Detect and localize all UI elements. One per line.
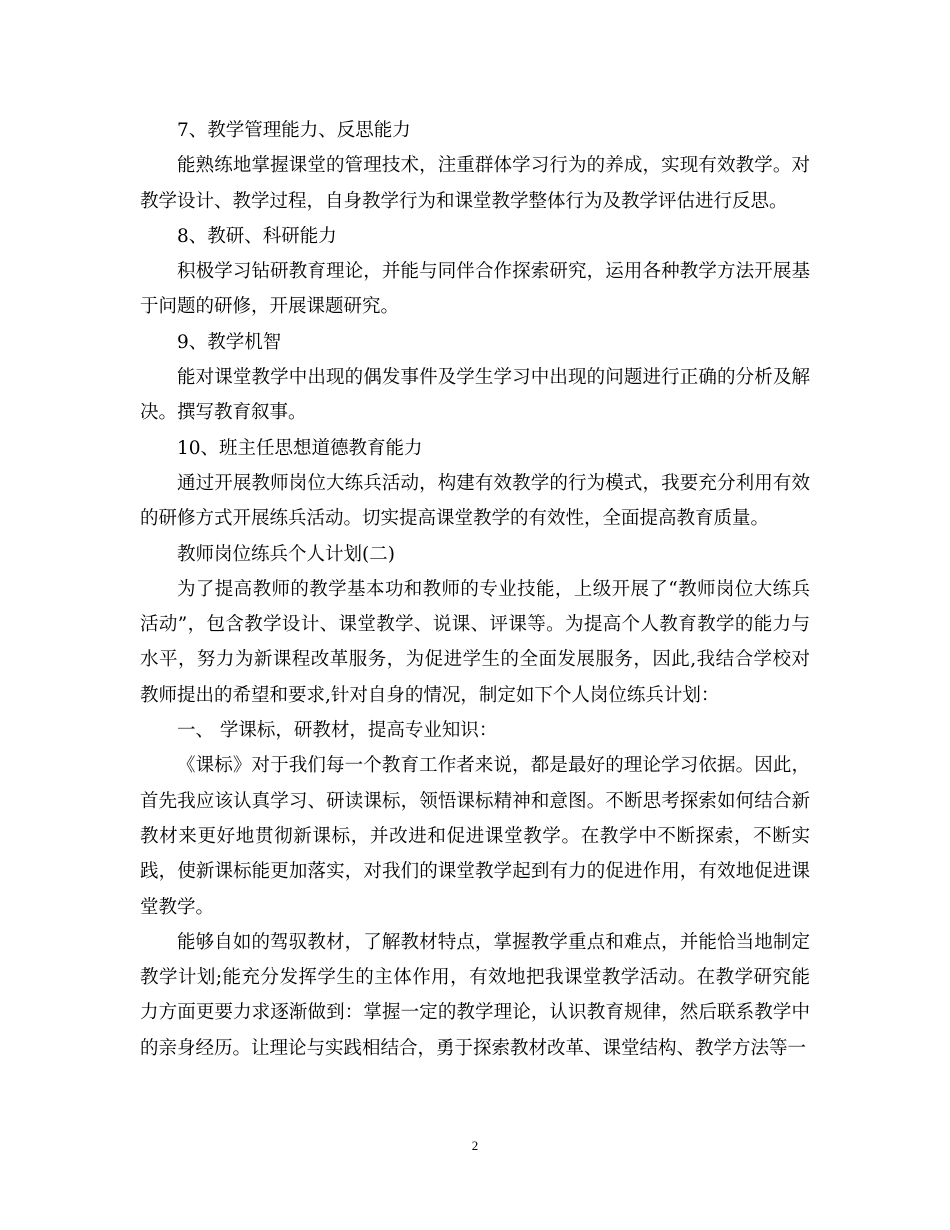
heading-research-ability: 8、教研、科研能力 xyxy=(177,225,337,247)
paragraph-research-ability: 积极学习钻研教育理论，并能与同伴合作探索研究，运用各种教学方法开展基于问题的研修，开展课题研究。 xyxy=(140,261,810,318)
heading-management-reflection: 7、教学管理能力、反思能力 xyxy=(177,120,411,141)
paragraph-textbook-mastery: 能够自如的驾驭教材，了解教材特点，掌握教学重点和难点，并能恰当地制定教学计划;能充分发挥学生的主体作用，有效地把我课堂教学活动。在教学研究能力方面更要力求逐渐做到：掌握一定的教学理论，认识教育规律，然后联系教学中的亲身经历。让理论与实践相结合，勇于探索教材改革、课堂结构、教学方法等一 xyxy=(140,931,810,1059)
heading-head-teacher-moral-education: 10、班主任思想道德教育能力 xyxy=(177,437,423,459)
page-number: 2 xyxy=(471,1138,479,1153)
heading-curriculum-standards: 一、 学课标，研教材，提高专业知识： xyxy=(177,720,498,742)
paragraph-management-reflection: 能熟练地掌握课堂的管理技术，注重群体学习行为的养成，实现有效教学。对教学设计、教学过程，自身教学行为和课堂教学整体行为及教学评估进行反思。 xyxy=(140,155,810,212)
paragraph-plan-intro: 为了提高教师的教学基本功和教师的专业技能，上级开展了“教师岗位大练兵活动”，包含教学设计、课堂教学、说课、评课等。为提高个人教育教学的能力与水平，努力为新课程改革服务，为促进学生的全面发展服务，因此,我结合学校对教师提出的希望和要求,针对自身的情况，制定如下个人岗位练兵计划： xyxy=(140,578,810,706)
document-body xyxy=(140,113,810,1066)
section-title-plan-two: 教师岗位练兵个人计划(二) xyxy=(177,543,395,565)
paragraph-head-teacher-moral-education: 通过开展教师岗位大练兵活动，构建有效教学的行为模式，我要充分利用有效的研修方式开展练兵活动。切实提高课堂教学的有效性，全面提高教育质量。 xyxy=(140,472,810,530)
heading-teaching-wit: 9、教学机智 xyxy=(177,331,282,353)
paragraph-teaching-wit: 能对课堂教学中出现的偶发事件及学生学习中出现的问题进行正确的分析及解决。撰写教育叙事。 xyxy=(140,367,810,424)
paragraph-curriculum-standards: 《课标》对于我们每一个教育工作者来说，都是最好的理论学习依据。因此，首先我应该认真学习、研读课标，领悟课标精神和意图。不断思考探索如何结合新教材来更好地贯彻新课标，并改进和促进课堂教学。在教学中不断探索，不断实践，使新课标能更加落实，对我们的课堂教学起到有力的促进作用，有效地促进课堂教学。 xyxy=(140,755,810,918)
